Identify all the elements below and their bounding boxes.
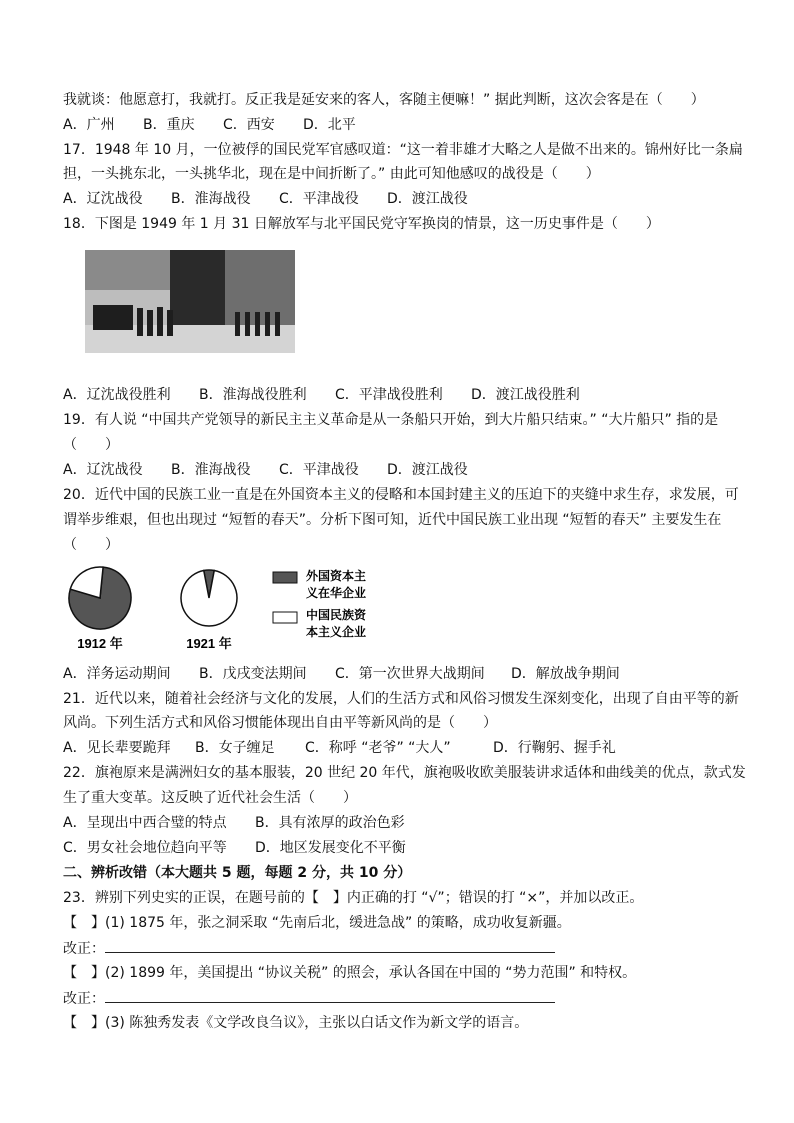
option: B．淮海战役	[171, 462, 251, 478]
option: D．渡江战役	[387, 191, 468, 207]
q17-stem: 17．1948 年 10 月，一位被俘的国民党军官感叹道：“这一着非雄才大略之人是做不出来的。锦州好比一条扁	[63, 142, 743, 158]
option: A．辽沈战役胜利	[63, 387, 171, 403]
correction-line-1[interactable]	[105, 938, 555, 953]
option: C．男女社会地位趋向平等	[63, 840, 227, 856]
option: A．洋务运动期间	[63, 666, 171, 682]
pie-1912	[69, 567, 131, 629]
q16-options	[63, 115, 383, 135]
q23-stem: 23．辨别下列史实的正误，在题号前的【 】内正确的打 “√”；错误的打 “×”，并加以改正。	[63, 890, 644, 906]
q22-stem: 22．旗袍原来是满洲妇女的基本服装，20 世纪 20 年代，旗袍吸收欧美服装讲求适体和曲线美的优点，款式发	[63, 765, 746, 781]
option: C．平津战役	[279, 191, 359, 207]
q21-stem-2: 风尚。下列生活方式和风俗习惯能体现出自由平等新风尚的是（ ）	[63, 715, 497, 731]
option: D．渡江战役胜利	[471, 387, 580, 403]
q17-stem-2: 担，一头挑东北，一头挑华北，现在是中间折断了。” 由此可知他感叹的战役是（ ）	[63, 166, 600, 182]
q22-options-row1	[63, 813, 435, 833]
q21-stem: 21．近代以来，随着社会经济与文化的发展，人们的生活方式和风俗习惯发生深刻变化，出现了自由平等的新	[63, 691, 739, 707]
q23-statement-1: 【 】(1) 1875 年，张之洞采取 “先南后北，缓进急战” 的策略，成功收复新疆。	[63, 915, 571, 931]
option: D．行鞠躬、握手礼	[493, 740, 616, 756]
q22-options-row2	[63, 838, 435, 858]
option: A．呈现出中西合璧的特点	[63, 815, 227, 831]
option: C．平津战役	[279, 462, 359, 478]
option: B．女子缠足	[195, 740, 275, 756]
option: D．地区发展变化不平衡	[255, 840, 406, 856]
legend-swatch-national	[273, 612, 297, 623]
option: D．解放战争期间	[511, 666, 620, 682]
option: D．北平	[303, 117, 356, 133]
correction-label: 改正：	[63, 991, 105, 1007]
option: A．辽沈战役	[63, 191, 143, 207]
q23-correction-1	[63, 938, 734, 959]
legend-national-line1: 中国民族资	[306, 608, 367, 622]
q20-stem-3: （ ）	[63, 537, 119, 553]
legend-foreign-line1: 外国资本主	[306, 569, 367, 583]
q16-stem-end: 我就谈：他愿意打，我就打。反正我是延安来的客人，客随主便嘛！” 据此判断，这次会客是在（ ）	[63, 92, 705, 108]
pie-label-1921: 1921 年	[186, 636, 232, 651]
q22-stem-2: 生了重大变革。这反映了近代社会生活（ ）	[63, 790, 357, 806]
q23-correction-2	[63, 988, 734, 1009]
option: C．称呼 “老爷” “大人”	[305, 740, 451, 756]
q20-stem-2: 谓举步维艰，但也出现过 “短暂的春天”。分析下图可知，近代中国民族工业出现 “短暂的春天” 主要发生在	[63, 512, 722, 528]
option: C．西安	[223, 117, 275, 133]
q23-statement-2: 【 】(2) 1899 年，美国提出 “协议关税” 的照会，承认各国在中国的 “势力范围” 和特权。	[63, 965, 637, 981]
correction-label: 改正：	[63, 941, 105, 957]
option: B．重庆	[143, 117, 195, 133]
q20-options	[63, 664, 647, 684]
q19-options	[63, 460, 495, 480]
option: A．见长辈要跪拜	[63, 740, 171, 756]
q21-options	[63, 738, 629, 758]
correction-line-2[interactable]	[105, 988, 555, 1003]
option: B．淮海战役	[171, 191, 251, 207]
option: D．渡江战役	[387, 462, 468, 478]
legend-national-line2: 本主义企业	[306, 625, 367, 639]
option: A．辽沈战役	[63, 462, 143, 478]
option: B．淮海战役胜利	[199, 387, 307, 403]
q18-options	[63, 385, 607, 405]
pie-1921	[181, 570, 237, 626]
pie-chart-figure	[63, 560, 393, 655]
option: C．第一次世界大战期间	[335, 666, 485, 682]
option: A．广州	[63, 117, 115, 133]
option: C．平津战役胜利	[335, 387, 443, 403]
option: B．戊戌变法期间	[199, 666, 307, 682]
q19-stem: 19．有人说 “中国共产党领导的新民主主义革命是从一条船只开始，到大片船只结束。” “大片船只” 指的是	[63, 412, 719, 428]
historical-photo	[85, 250, 295, 353]
option: B．具有浓厚的政治色彩	[255, 815, 405, 831]
q17-options	[63, 189, 495, 209]
q18-stem: 18．下图是 1949 年 1 月 31 日解放军与北平国民党守军换岗的情景，这一历史事件是（ ）	[63, 216, 660, 232]
legend-swatch-foreign	[273, 572, 297, 583]
q19-stem-2: （ ）	[63, 437, 119, 453]
q20-stem: 20．近代中国的民族工业一直是在外国资本主义的侵略和本国封建主义的压迫下的夹缝中求生存，求发展，可	[63, 487, 739, 503]
legend-foreign-line2: 义在华企业	[306, 586, 367, 600]
pie-label-1912: 1912 年	[77, 636, 123, 651]
q23-statement-3: 【 】(3) 陈独秀发表《文学改良刍议》，主张以白话文作为新文学的语言。	[63, 1015, 529, 1031]
section-2-heading: 二、辨析改错（本大题共 5 题，每题 2 分，共 10 分）	[63, 865, 412, 881]
